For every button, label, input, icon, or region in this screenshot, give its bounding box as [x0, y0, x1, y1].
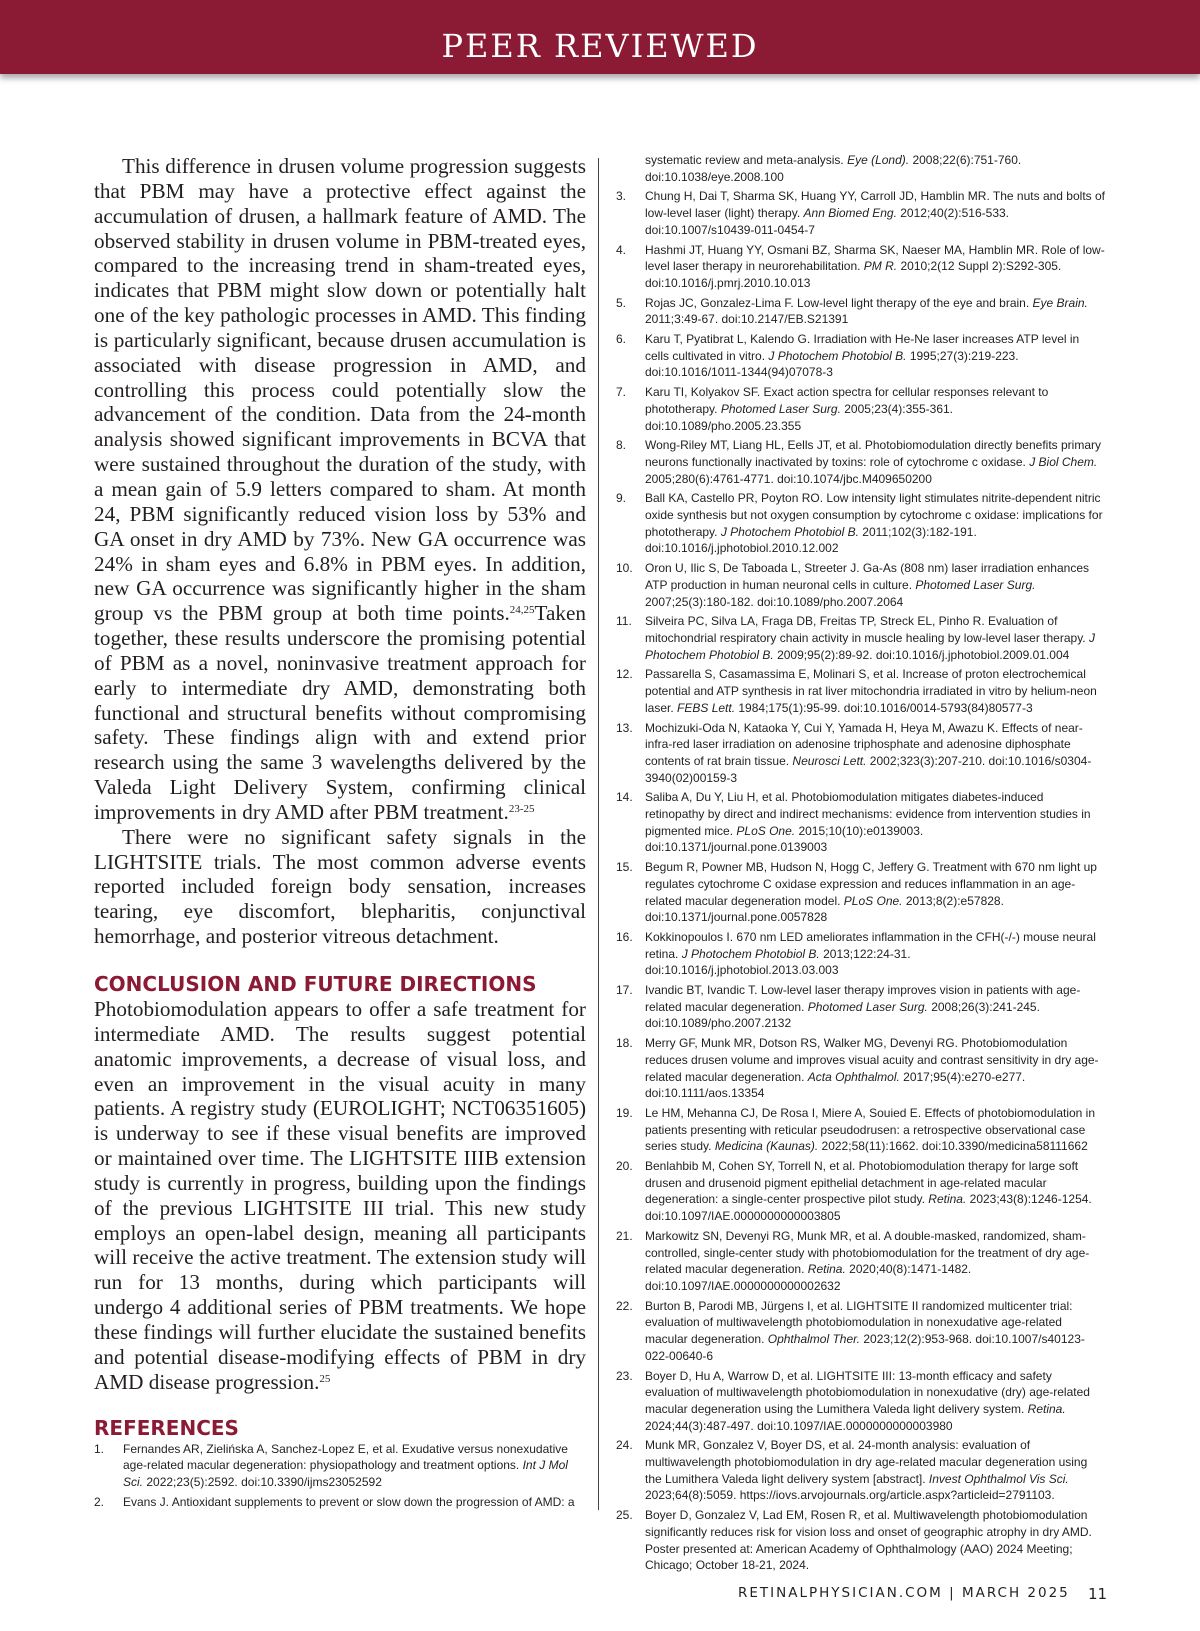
right-column: [616, 152, 1106, 1574]
reference-item: 19. Le HM, Mehanna CJ, De Rosa I, Miere A, Souied E. Effects of photobiomodulation in patients presenting with reticular pseudodrusen: a retrospective observational case series study. Medicina (Kaunas). 2022;58(11):1662. doi:10.3390/medicina58111662: [616, 1105, 1096, 1154]
reference-item: 18. Merry GF, Munk MR, Dotson RS, Walker MG, Devenyi RG. Photobiomodulation reduces drusen volume and improves visual acuity and contrast sensitivity in dry age-related macular degeneration. Acta Ophthalmol. 2017;95(4):e270-e277. doi:10.1111/aos.13354: [616, 1036, 1099, 1101]
reference-continuation: systematic review and meta-analysis. Eye (Lond). 2008;22(6):751-760. doi:10.1038/eye.2008.100: [645, 153, 1022, 184]
reference-list-right: [616, 152, 1106, 1574]
reference-item: 3. Chung H, Dai T, Sharma SK, Huang YY, Carroll JD, Hamblin MR. The nuts and bolts of low-level laser (light) therapy. Ann Biomed Eng. 2012;40(2):516-533. doi:10.1007/s10439-011-0454-7: [616, 189, 1105, 237]
header-banner: [0, 0, 1200, 74]
reference-item: 10. Oron U, Ilic S, De Taboada L, Streeter J. Ga-As (808 nm) laser irradiation enhances ATP production in human neuronal cells in culture. Photomed Laser Surg. 2007;25(3):180-182. doi:10.1089/pho.2007.2064: [616, 561, 1089, 609]
reference-item: 7. Karu TI, Kolyakov SF. Exact action spectra for cellular responses relevant to phototherapy. Photomed Laser Surg. 2005;23(4):355-361. doi:10.1089/pho.2005.23.355: [616, 385, 1049, 433]
reference-item: 13. Mochizuki-Oda N, Kataoka Y, Cui Y, Yamada H, Heya M, Awazu K. Effects of near-infra-red laser irradiation on adenosine triphosphate and adenosine diphosphate contents of rat brain tissue. Neurosci Lett. 2002;323(3):207-210. doi:10.1016/s0304-3940(02)00159-3: [616, 720, 1092, 785]
reference-item: 1. Fernandes AR, Zielińska A, Sanchez-Lopez E, et al. Exudative versus nonexudative age-related macular degeneration: physiopathology and treatment options. Int J Mol Sci. 2022;23(5):2592. doi:10.3390/ijms23052592: [94, 1441, 568, 1489]
section-banner-title: PEER REVIEWED: [441, 27, 759, 65]
footer-site-date: RETINALPHYSICIAN.COM | MARCH 2025: [738, 1585, 1070, 1601]
reference-item: 16. Kokkinopoulos I. 670 nm LED ameliorates inflammation in the CFH(-/-) mouse neural retina. J Photochem Photobiol B. 2013;122:24-31. doi:10.1016/j.jphotobiol.2013.03.003: [616, 929, 1096, 978]
references-heading: REFERENCES: [94, 1415, 239, 1440]
reference-item: 11. Silveira PC, Silva LA, Fraga DB, Freitas TP, Streck EL, Pinho R. Evaluation of mitochondrial respiratory chain activity in muscle healing by low-level laser therapy. J Photochem Photobiol B. 2009;95(2):89-92. doi:10.1016/j.jphotobiol.2009.01.004: [616, 614, 1095, 662]
reference-list-left: [94, 1441, 586, 1511]
reference-item: 2. Evans J. Antioxidant supplements to prevent or slow down the progression of AMD: a: [94, 1494, 575, 1509]
reference-item: 5. Rojas JC, Gonzalez-Lima F. Low-level light therapy of the eye and brain. Eye Brain. 2011;3:49-67. doi:10.2147/EB.S21391: [616, 295, 1088, 327]
reference-item: 15. Begum R, Powner MB, Hudson N, Hogg C, Jeffery G. Treatment with 670 nm light up regulates cytochrome C oxidase expression and reduces inflammation in an age-related macular degeneration model. PLoS One. 2013;8(2):e57828. doi:10.1371/journal.pone.0057828: [616, 860, 1097, 925]
reference-item: 21. Markowitz SN, Devenyi RG, Munk MR, et al. A double-masked, randomized, sham-controlled, single-center study with photobiomodulation for the treatment of dry age-related macular degeneration. Retina. 2020;40(8):1471-1482. doi:10.1097/IAE.0000000000002632: [616, 1228, 1090, 1293]
reference-item: 4. Hashmi JT, Huang YY, Osmani BZ, Sharma SK, Naeser MA, Hamblin MR. Role of low-level laser therapy in neurorehabilitation. PM R. 2010;2(12 Suppl 2):S292-305. doi:10.1016/j.pmrj.2010.10.013: [616, 242, 1105, 290]
page-number: 11: [1088, 1585, 1108, 1603]
body-paragraph-3: Photobiomodulation appears to offer a safe treatment for intermediate AMD. The results suggest potential anatomic improvements, a decrease of visual loss, and even an improvement in the visual acuity in many patients. A registry study (EUROLIGHT; NCT06351605) is underway to see if these visual benefits are improved or maintained over time. The LIGHTSITE IIIB extension study is currently in progress, building upon the findings of the previous LIGHTSITE III trial. This new study employs an open-label design, meaning all participants will receive the active treatment. The extension study will run for 13 months, during which participants will undergo 4 additional series of PBM treatments. We hope these findings will further elucidate the sustained benefits and potential disease-modifying effects of PBM in dry AMD disease progression.$^{25}$: [94, 997, 586, 1394]
reference-item: 25. Boyer D, Gonzalez V, Lad EM, Rosen R, et al. Multiwavelength photobiomodulation significantly reduces risk for vision loss and onset of geographic atrophy in dry AMD. Poster presented at: American Academy of Ophthalmology (AAO) 2024 Meeting; Chicago; October 18-21, 2024.: [616, 1508, 1092, 1573]
reference-item: 17. Ivandic BT, Ivandic T. Low-level laser therapy improves vision in patients with age-related macular degeneration. Photomed Laser Surg. 2008;26(3):241-245. doi:10.1089/pho.2007.2132: [616, 983, 1081, 1031]
body-paragraph-2: There were no significant safety signals in the LIGHTSITE trials. The most common adverse events reported included foreign body sensation, increases tearing, eye discomfort, blepharitis, conjunctival hemorrhage, and posterior vitreous detachment.: [94, 824, 586, 949]
reference-item: 24. Munk MR, Gonzalez V, Boyer DS, et al. 24-month analysis: evaluation of multiwavelength photobiomodulation in dry age-related macular degeneration using the Lumithera Valeda light delivery system [abstract]. Invest Ophthalmol Vis Sci. 2023;64(8):5059. https://iovs.arvojournals.org/article.aspx?articleid=2791103.: [616, 1438, 1088, 1503]
reference-item: 8. Wong-Riley MT, Liang HL, Eells JT, et al. Photobiomodulation directly benefits primary neurons functionally inactivated by toxins: role of cytochrome c oxidase. J Biol Chem. 2005;280(6):4761-4771. doi:10.1074/jbc.M409650200: [616, 438, 1101, 486]
reference-item: 20. Benlahbib M, Cohen SY, Torrell N, et al. Photobiomodulation therapy for large soft drusen and drusenoid pigment epithelial detachment in age-related macular degeneration: a single-center prospective pilot study. Retina. 2023;43(8):1246-1254. doi:10.1097/IAE.0000000000003805: [616, 1159, 1092, 1224]
reference-item: 14. Saliba A, Du Y, Liu H, et al. Photobiomodulation mitigates diabetes-induced retinopathy by direct and indirect mechanisms: evidence from intervention studies in pigmented mice. PLoS One. 2015;10(10):e0139003. doi:10.1371/journal.pone.0139003: [616, 790, 1091, 855]
conclusion-heading: CONCLUSION AND FUTURE DIRECTIONS: [94, 972, 537, 996]
body-paragraph-1: This difference in drusen volume progression suggests that PBM may have a protective effect against the accumulation of drusen, a hallmark feature of AMD. The observed stability in drusen volume in PBM-treated eyes, compared to the increasing trend in sham-treated eyes, indicates that PBM might slow down or potentially halt one of the key pathologic processes in AMD. This finding is particularly significant, because drusen accumulation is associated with disease progression in AMD, and controlling this process could potentially slow the advancement of the condition. Data from the 24-month analysis showed significant improvements in BCVA that were sustained throughout the duration of the study, with a mean gain of 5.9 letters compared to sham. At month 24, PBM significantly reduced vision loss by 53% and GA onset in dry AMD by 73%. New GA occurrence was 24% in sham eyes and 6.8% in PBM eyes. In addition, new GA occurrence was significantly higher in the sham group vs the PBM group at both time points.$^{24,25}$Taken together, these results underscore the promising potential of PBM as a novel, noninvasive treatment approach for early to intermediate dry AMD, demonstrating both functional and structural benefits without compromising safety. These findings align with and extend prior research using the same 3 wavelengths delivered by the Valeda Light Delivery System, confirming clinical improvements in dry AMD after PBM treatment.$^{23-25}$: [94, 154, 586, 824]
reference-item: 6. Karu T, Pyatibrat L, Kalendo G. Irradiation with He-Ne laser increases ATP level in cells cultivated in vitro. J Photochem Photobiol B. 1995;27(3):219-223. doi:10.1016/1011-1344(94)07078-3: [616, 332, 1080, 380]
left-column: [94, 154, 586, 1510]
citation: 23-25: [508, 802, 535, 815]
reference-item: 22. Burton B, Parodi MB, Jürgens I, et al. LIGHTSITE II randomized multicenter trial: evaluation of multiwavelength photobiomodulation in nonexudative age-related macular degeneration. Ophthalmol Ther. 2023;12(2):953-968. doi:10.1007/s40123-022-00640-6: [616, 1298, 1085, 1363]
column-divider: [598, 158, 599, 1510]
reference-item: 12. Passarella S, Casamassima E, Molinari S, et al. Increase of proton electrochemical potential and ATP synthesis in rat liver mitochondria irradiated in vitro by helium-neon laser. FEBS Lett. 1984;175(1):95-99. doi:10.1016/0014-5793(84)80577-3: [616, 667, 1097, 715]
reference-item: 23. Boyer D, Hu A, Warrow D, et al. LIGHTSITE III: 13-month efficacy and safety evaluation of multiwavelength photobiomodulation in nonexudative (dry) age-related macular degeneration using the Lumithera Valeda light delivery system. Retina. 2024;44(3):487-497. doi:10.1097/IAE.0000000000003980: [616, 1368, 1090, 1433]
citation: 24,25: [509, 604, 535, 617]
reference-item: 9. Ball KA, Castello PR, Poyton RO. Low intensity light stimulates nitrite-dependent nitric oxide synthesis but not oxygen consumption by cytochrome c oxidase: implications for phototherapy. J Photochem Photobiol B. 2011;102(3):182-191. doi:10.1016/j.jphotobiol.2010.12.002: [616, 491, 1103, 556]
citation: 25: [319, 1372, 331, 1385]
